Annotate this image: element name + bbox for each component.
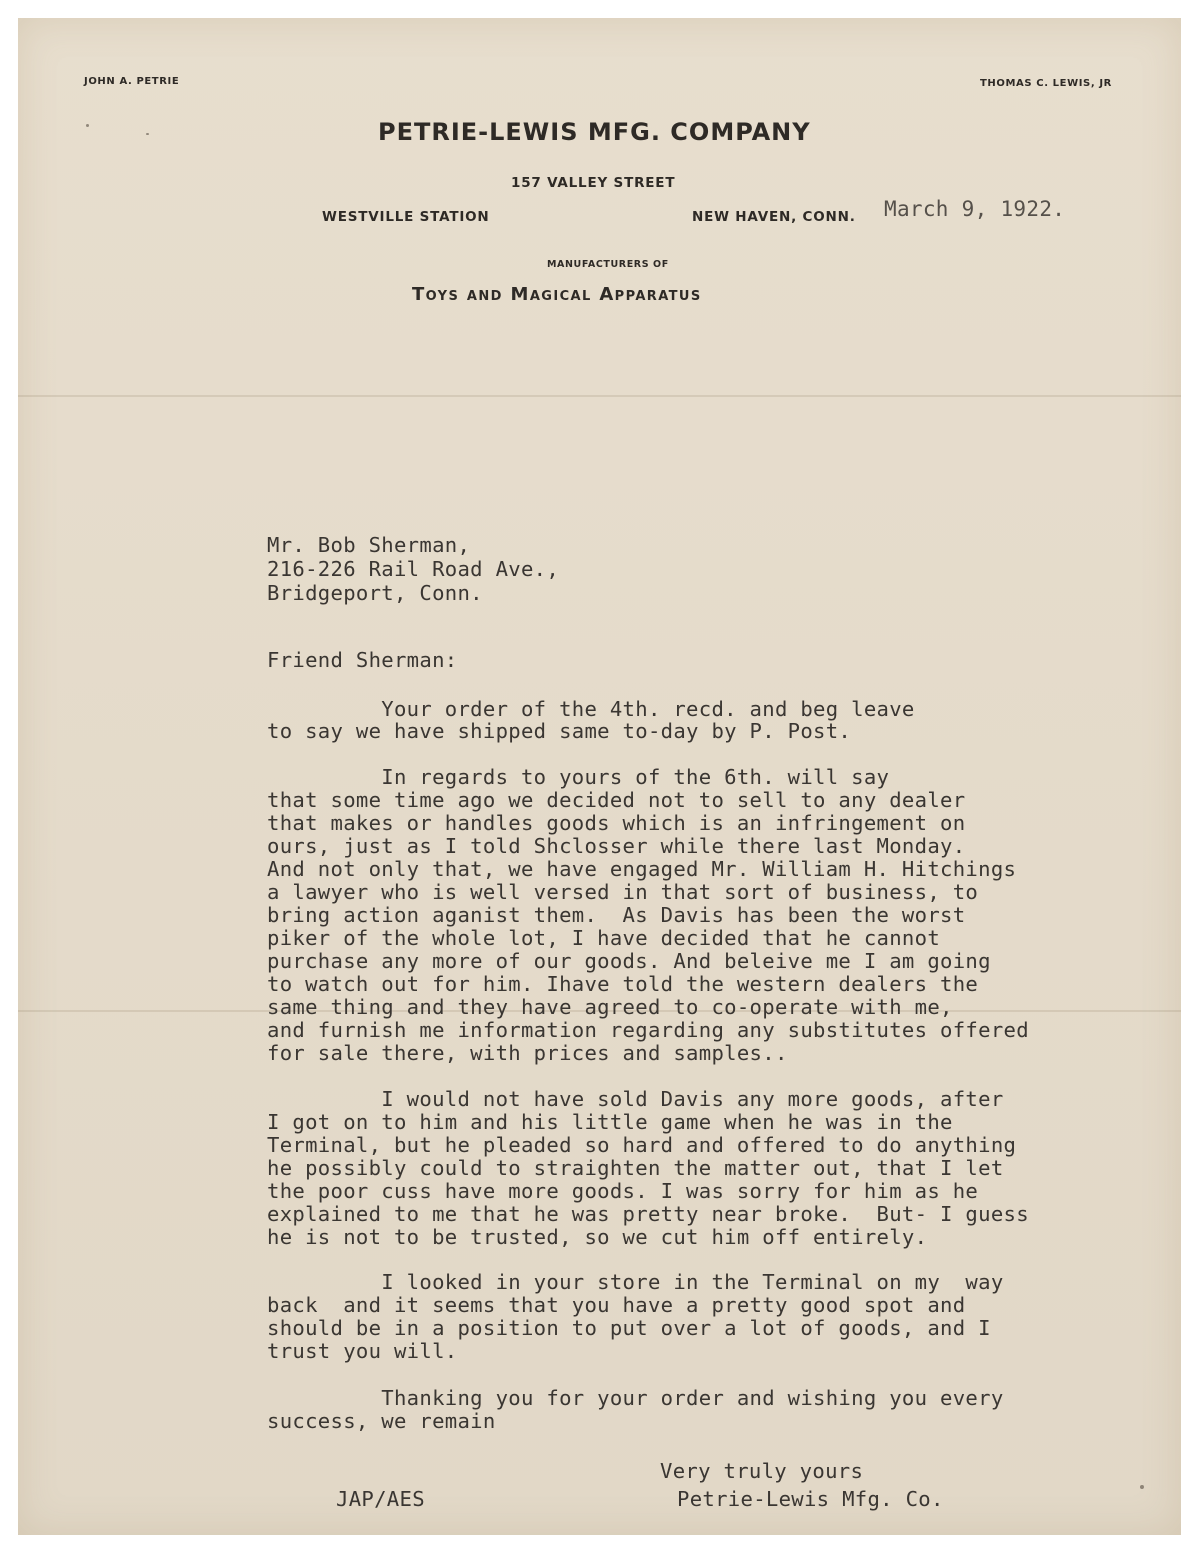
- paper-speck: [86, 124, 89, 127]
- body-line: explained to me that he was pretty near broke. But- I guess: [267, 1202, 1029, 1226]
- body-line: back and it seems that you have a pretty good spot and: [267, 1293, 966, 1317]
- recipient-street: 216-226 Rail Road Ave.,: [267, 557, 560, 581]
- body-line: that makes or handles goods which is an infringement on: [267, 811, 966, 835]
- body-line: Your order of the 4th. recd. and beg leave: [267, 697, 915, 721]
- body-line: ours, just as I told Shclosser while there last Monday.: [267, 834, 966, 858]
- body-line: for sale there, with prices and samples..: [267, 1041, 788, 1065]
- body-line: a lawyer who is well versed in that sort of business, to: [267, 880, 979, 904]
- body-line: In regards to yours of the 6th. will say: [267, 765, 890, 789]
- body-line: Terminal, but he pleaded so hard and offered to do anything: [267, 1133, 1017, 1157]
- recipient-city: Bridgeport, Conn.: [267, 581, 483, 605]
- letterhead-manufacturers-of: MANUFACTURERS OF: [547, 259, 669, 270]
- body-line: I would not have sold Davis any more goods, after: [267, 1087, 1004, 1111]
- body-line: to say we have shipped same to-day by P. Post.: [267, 719, 852, 743]
- recipient-name: Mr. Bob Sherman,: [267, 533, 471, 557]
- body-line: same thing and they have agreed to co-operate with me,: [267, 995, 953, 1019]
- body-line: success, we remain: [267, 1409, 496, 1433]
- paper-speck: [1140, 1485, 1144, 1489]
- salutation: Friend Sherman:: [267, 648, 458, 672]
- body-line: piker of the whole lot, I have decided that he cannot: [267, 926, 941, 950]
- body-line: and furnish me information regarding any substitutes offered: [267, 1018, 1029, 1042]
- paper-fold-line: [18, 395, 1181, 397]
- letterhead-street: 157 VALLEY STREET: [511, 175, 676, 191]
- letterhead-right-name: THOMAS C. LEWIS, JR: [980, 78, 1112, 89]
- body-line: trust you will.: [267, 1339, 458, 1363]
- letterhead-city: NEW HAVEN, CONN.: [692, 209, 856, 225]
- body-line: he possibly could to straighten the matter out, that I let: [267, 1156, 1004, 1180]
- body-line: that some time ago we decided not to sell to any dealer: [267, 788, 966, 812]
- body-line: I looked in your store in the Terminal on my way: [267, 1270, 1004, 1294]
- body-line: should be in a position to put over a lot of goods, and I: [267, 1316, 991, 1340]
- body-line: And not only that, we have engaged Mr. William H. Hitchings: [267, 857, 1017, 881]
- letter-date: March 9, 1922.: [884, 197, 1066, 221]
- body-line: the poor cuss have more goods. I was sorry for him as he: [267, 1179, 979, 1203]
- letterhead-products: Toys and Magical Apparatus: [412, 284, 702, 305]
- body-line: Thanking you for your order and wishing you every: [267, 1386, 1004, 1410]
- closing: Very truly yours: [660, 1459, 864, 1483]
- letterhead-left-name: JOHN A. PETRIE: [84, 76, 180, 87]
- body-line: he is not to be trusted, so we cut him off entirely.: [267, 1225, 928, 1249]
- signature-company: Petrie-Lewis Mfg. Co.: [677, 1487, 944, 1511]
- paper-speck: [146, 133, 149, 135]
- typist-initials: JAP/AES: [336, 1487, 425, 1511]
- body-line: I got on to him and his little game when he was in the: [267, 1110, 953, 1134]
- body-line: bring action aganist them. As Davis has been the worst: [267, 903, 966, 927]
- body-line: purchase any more of our goods. And beleive me I am going: [267, 949, 991, 973]
- body-line: to watch out for him. Ihave told the western dealers the: [267, 972, 979, 996]
- letterhead-company-name: PETRIE-LEWIS MFG. COMPANY: [378, 118, 811, 146]
- letterhead-station: WESTVILLE STATION: [322, 209, 490, 225]
